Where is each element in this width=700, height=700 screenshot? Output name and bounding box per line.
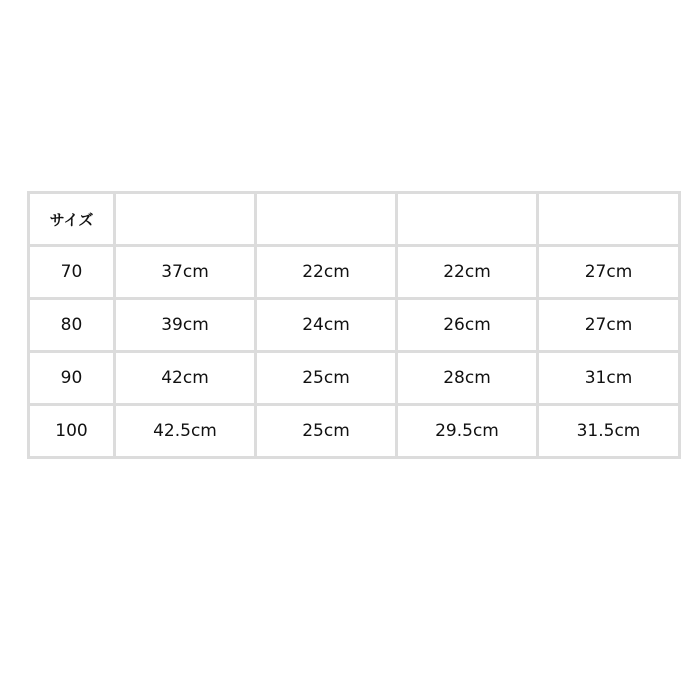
cell-shoulder-width: 22cm xyxy=(256,246,397,299)
cell-sleeve-length: 31cm xyxy=(538,352,680,405)
cell-size: 100 xyxy=(29,405,115,458)
cell-length: 42.5cm xyxy=(115,405,256,458)
cell-body-width: 29.5cm xyxy=(397,405,538,458)
cell-size: 80 xyxy=(29,299,115,352)
table-row xyxy=(29,299,680,352)
cell-body-width: 26cm xyxy=(397,299,538,352)
cell-body-width: 22cm xyxy=(397,246,538,299)
table-row xyxy=(29,352,680,405)
header-row xyxy=(29,193,680,246)
table-header xyxy=(29,193,680,246)
table-row xyxy=(29,246,680,299)
cell-body-width: 28cm xyxy=(397,352,538,405)
cell-length: 42cm xyxy=(115,352,256,405)
cell-size: 90 xyxy=(29,352,115,405)
cell-length: 39cm xyxy=(115,299,256,352)
cell-shoulder-width: 25cm xyxy=(256,352,397,405)
cell-sleeve-length: 27cm xyxy=(538,299,680,352)
header-shoulder-width xyxy=(256,193,397,246)
table-row xyxy=(29,405,680,458)
size-chart-table xyxy=(27,191,681,459)
table-body xyxy=(29,246,680,458)
header-body-width xyxy=(397,193,538,246)
cell-sleeve-length: 31.5cm xyxy=(538,405,680,458)
header-length xyxy=(115,193,256,246)
cell-sleeve-length: 27cm xyxy=(538,246,680,299)
cell-size: 70 xyxy=(29,246,115,299)
cell-length: 37cm xyxy=(115,246,256,299)
cell-shoulder-width: 25cm xyxy=(256,405,397,458)
header-sleeve-length xyxy=(538,193,680,246)
header-size: サイズ xyxy=(29,193,115,246)
cell-shoulder-width: 24cm xyxy=(256,299,397,352)
